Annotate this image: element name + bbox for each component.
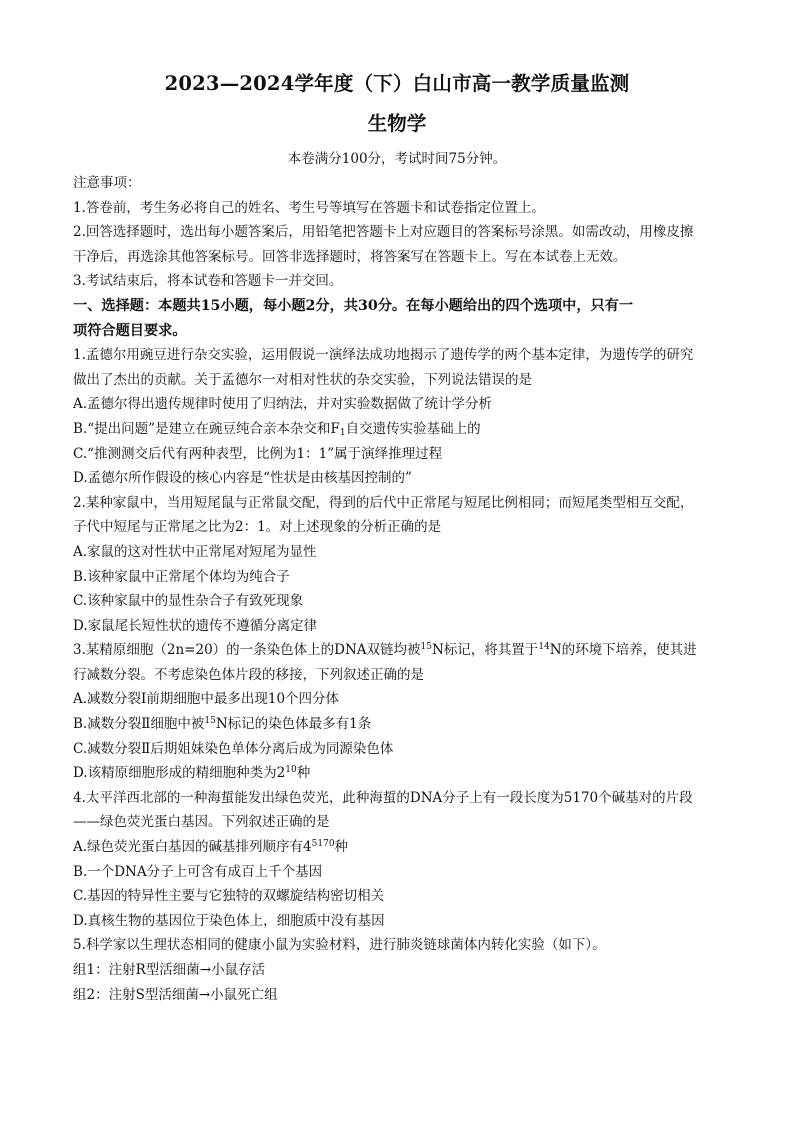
superscript: 15 bbox=[420, 642, 432, 653]
option-b bbox=[73, 417, 723, 442]
exam-content bbox=[73, 171, 723, 1007]
experiment-group: 组2：注射S型活细菌→小鼠死亡组 bbox=[73, 986, 278, 1003]
stem-text: N的环境下培养，使其进 bbox=[549, 642, 697, 659]
superscript: 14 bbox=[538, 642, 550, 653]
question-stem: ——绿色荧光蛋白基因。下列叙述正确的是 bbox=[73, 814, 330, 831]
experiment-group: 组1：注射R型活细菌→小鼠存活 bbox=[73, 962, 266, 978]
option-text: B.“提出问题”是建立在豌豆纯合亲本杂交和F bbox=[73, 420, 340, 437]
superscript: 15 bbox=[204, 716, 216, 727]
option-d: D.真核生物的基因位于染色体上，细胞质中没有基因 bbox=[73, 912, 385, 929]
question-stem: 1.孟德尔用豌豆进行杂交实验，运用假说一演绎法成功地揭示了遗传学的两个基本定律，为遗传学的研究 bbox=[73, 347, 694, 364]
superscript: 10 bbox=[285, 765, 297, 776]
option-c: C.减数分裂Ⅱ后期姐妹染色单体分离后成为同源染色体 bbox=[73, 740, 394, 757]
option-c: C.基因的特异性主要与它独特的双螺旋结构密切相关 bbox=[73, 888, 385, 905]
option-text: B.减数分裂Ⅱ细胞中被 bbox=[73, 716, 205, 733]
option-a: A.减数分裂Ⅰ前期细胞中最多出现10个四分体 bbox=[73, 691, 340, 708]
notice-item: 干净后，再选涂其他答案标号。回答非选择题时，将答案写在答题卡上。写在本试卷上无效。 bbox=[73, 248, 627, 265]
notice-item: 2.回答选择题时，选出每小题答案后，用铅笔把答题卡上对应题目的答案标号涂黑。如需改动，用橡皮擦 bbox=[73, 224, 694, 241]
notice-item: 1.答卷前，考生务必将自己的姓名、考生号等填写在答题卡和试卷指定位置上。 bbox=[73, 199, 545, 216]
option-d: D.孟德尔所作假设的核心内容是“性状是由核基因控制的” bbox=[73, 470, 412, 487]
option-d: D.家鼠尾长短性状的遗传不遵循分离定律 bbox=[73, 617, 318, 634]
option-a: A.孟德尔得出遗传规律时使用了归纳法，并对实验数据做了统计学分析 bbox=[73, 396, 493, 413]
stem-text: N标记，将其置于 bbox=[432, 642, 539, 659]
question-stem: 2.某种家鼠中，当用短尾鼠与正常鼠交配，得到的后代中正常尾与短尾比例相同；而短尾类型相互交配， bbox=[73, 494, 694, 511]
question-stem: 行减数分裂。不考虑染色体片段的移接，下列叙述正确的是 bbox=[73, 666, 424, 683]
question-stem: 5.科学家以生理状态相同的健康小鼠为实验材料，进行肺炎链球菌体内转化实验（如下）。 bbox=[73, 937, 606, 954]
option-c: C.该种家鼠中的显性杂合子有致死现象 bbox=[73, 593, 304, 610]
option-text: 种 bbox=[296, 765, 311, 782]
exam-meta: 本卷满分100分，考试时间75分钟。 bbox=[287, 151, 507, 167]
section-heading: 一、选择题：本题共15小题，每小题2分，共30分。在每小题给出的四个选项中，只有一 bbox=[73, 297, 634, 314]
option-text: A.绿色荧光蛋白基因的碱基排列顺序有4 bbox=[73, 839, 312, 856]
option-c: C.“推测测交后代有两种表型，比例为1：1”属于演绎推理过程 bbox=[73, 445, 443, 462]
superscript: 5170 bbox=[311, 839, 335, 850]
stem-text: 3.某精原细胞（2n=20）的一条染色体上的DNA双链均被 bbox=[73, 642, 421, 659]
notice-heading: 注意事项： bbox=[73, 175, 141, 191]
question-stem: 子代中短尾与正常尾之比为2：1。对上述现象的分析正确的是 bbox=[73, 519, 442, 536]
option-text: D.该精原细胞形成的精细胞种类为2 bbox=[73, 765, 286, 782]
option-b: B.该种家鼠中正常尾个体均为纯合子 bbox=[73, 568, 290, 585]
section-heading-cont: 项符合题目要求。 bbox=[73, 322, 187, 339]
subscript: 1 bbox=[339, 427, 346, 438]
subject-title: 生物学 bbox=[367, 112, 427, 135]
question-stem: 4.太平洋西北部的一种海蜇能发出绿色荧光，此种海蜇的DNA分子上有一段长度为5170个碱基对的片段 bbox=[73, 789, 693, 806]
question-stem: 做出了杰出的贡献。关于孟德尔一对相对性状的杂交实验，下列说法错误的是 bbox=[73, 371, 532, 388]
option-text: N标记的染色体最多有1条 bbox=[215, 716, 372, 733]
option-text: 自交遗传实验基础上的 bbox=[345, 420, 481, 437]
option-a bbox=[73, 835, 723, 860]
option-b bbox=[73, 712, 723, 737]
option-b: B.一个DNA分子上可含有成百上千个基因 bbox=[73, 863, 323, 880]
notice-item: 3.考试结束后，将本试卷和答题卡一并交回。 bbox=[73, 273, 343, 290]
option-text: 种 bbox=[334, 839, 349, 856]
question-stem bbox=[73, 638, 723, 663]
option-a: A.家鼠的这对性状中正常尾对短尾为显性 bbox=[73, 543, 317, 560]
option-d bbox=[73, 761, 723, 786]
page-title: 2023—2024学年度（下）白山市高一教学质量监测 bbox=[164, 72, 630, 95]
